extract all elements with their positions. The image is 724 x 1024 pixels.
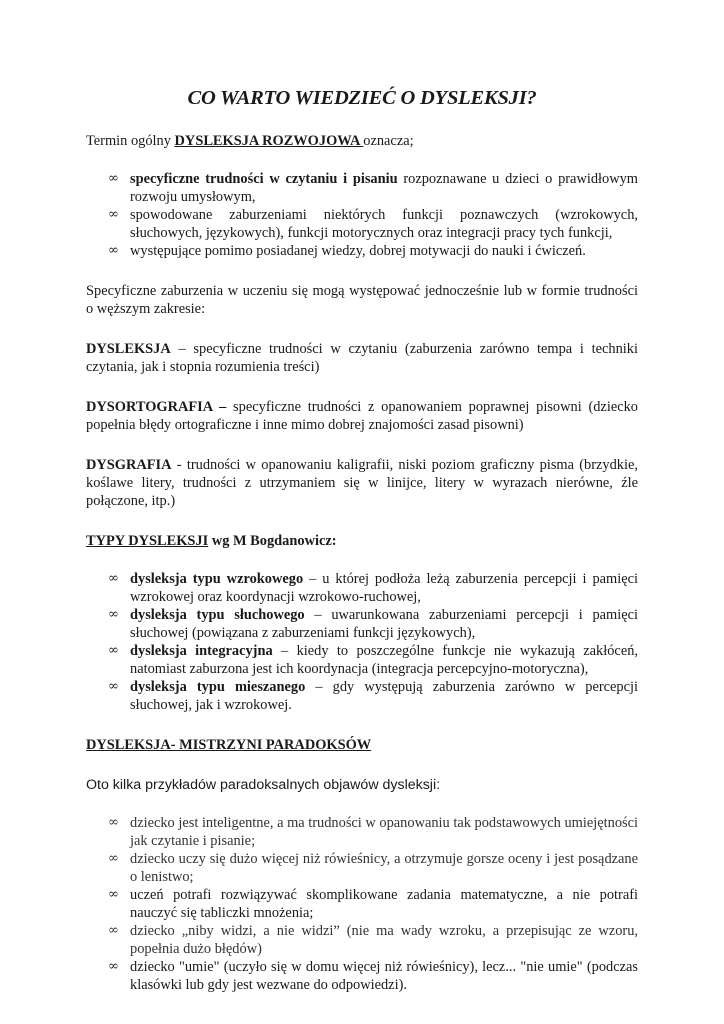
- intro-list: [86, 170, 638, 260]
- infinity-bullet-icon: ∞: [108, 887, 119, 902]
- list-item: ∞ dziecko jest inteligentne, a ma trudności w opanowaniu tak podstawowych umiejętności jak czytanie i pisanie;: [108, 815, 638, 849]
- paradoxes-list: [86, 814, 638, 994]
- intro-sentence: [86, 132, 638, 150]
- list-item: ∞ dysleksja typu słuchowego – uwarunkowana zaburzeniami percepcji i pamięci słuchowej (powiązana z zaburzeniami funkcji językowych),: [108, 607, 638, 641]
- intro-post: oznacza;: [363, 133, 414, 149]
- infinity-bullet-icon: ∞: [108, 607, 119, 622]
- intro-term: DYSLEKSJA ROZWOJOWA: [174, 133, 364, 149]
- definition-dysortografia: DYSORTOGRAFIA – specyficzne trudności z opanowaniem poprawnej pisowni (dziecko popełnia błędy ortograficzne i inne mimo dobrej znajomości zasad pisowni): [86, 399, 638, 433]
- infinity-bullet-icon: ∞: [108, 923, 119, 938]
- list-item: ∞ dysleksja typu mieszanego – gdy występują zaburzenia zarówno w percepcji słuchowej, jak i wzrokowej.: [108, 679, 638, 713]
- paradoxes-heading: DYSLEKSJA- MISTRZYNI PARADOKSÓW: [86, 737, 372, 753]
- list-item: ∞ dziecko „niby widzi, a nie widzi” (nie ma wady wzroku, a przepisując ze wzoru, popełnia dużo błędów): [108, 923, 638, 957]
- list-item: ∞ specyficzne trudności w czytaniu i pisaniu rozpoznawane u dzieci o prawidłowym rozwoju umysłowym,: [108, 171, 638, 205]
- infinity-bullet-icon: ∞: [108, 571, 119, 586]
- infinity-bullet-icon: ∞: [108, 643, 119, 658]
- definition-dysgrafia: DYSGRAFIA - trudności w opanowaniu kaligrafii, niski poziom graficzny pisma (brzydkie, koślawe litery, trudności z utrzymaniem się w linijce, litery w wyrazach nierówne, źle połączone, itp.): [86, 457, 638, 509]
- infinity-bullet-icon: ∞: [108, 171, 119, 186]
- list-item: ∞ dziecko "umie" (uczyło się w domu więcej niż rówieśnicy), lecz... "nie umie" (podczas klasówki lub gdy jest wezwane do odpowiedzi).: [108, 959, 638, 993]
- infinity-bullet-icon: ∞: [108, 243, 119, 258]
- list-item: ∞ dziecko uczy się dużo więcej niż rówieśnicy, a otrzymuje gorsze oceny i jest posądzane o lenistwo;: [108, 851, 638, 885]
- infinity-bullet-icon: ∞: [108, 679, 119, 694]
- infinity-bullet-icon: ∞: [108, 207, 119, 222]
- list-item: ∞ występujące pomimo posiadanej wiedzy, dobrej motywacji do nauki i ćwiczeń.: [108, 243, 586, 259]
- intro-pre: Termin ogólny: [86, 133, 175, 149]
- infinity-bullet-icon: ∞: [108, 815, 119, 830]
- paradoxes-intro: Oto kilka przykładów paradoksalnych objawów dysleksji:: [86, 777, 441, 793]
- list-item: ∞ dysleksja typu wzrokowego – u której podłoża leżą zaburzenia percepcji i pamięci wzrokowej oraz koordynacji wzrokowo-ruchowej,: [108, 571, 639, 605]
- document-page: [86, 86, 638, 994]
- infinity-bullet-icon: ∞: [108, 851, 119, 866]
- specific-disorders-paragraph: Specyficzne zaburzenia w uczeniu się mogą występować jednocześnie lub w formie trudności o węższym zakresie:: [86, 283, 638, 317]
- types-list: [86, 570, 638, 714]
- list-item: ∞ uczeń potrafi rozwiązywać skomplikowane zadania matematyczne, a nie potrafi nauczyć się tabliczki mnożenia;: [108, 887, 638, 921]
- list-item: ∞ dysleksja integracyjna – kiedy to poszczególne funkcje nie wykazują zakłóceń, natomiast zaburzona jest ich koordynacja (integracja percepcyjno-motoryczna),: [108, 643, 638, 677]
- definition-dysleksja: DYSLEKSJA – specyficzne trudności w czytaniu (zaburzenia zarówno tempa i techniki czytania, jak i stopnia rozumienia treści): [86, 341, 638, 375]
- list-item: ∞ spowodowane zaburzeniami niektórych funkcji poznawczych (wzrokowych, słuchowych, językowych), funkcji motorycznych oraz integracji pracy tych funkcji,: [108, 207, 638, 241]
- page-title: CO WARTO WIEDZIEĆ O DYSLEKSJI?: [187, 87, 537, 109]
- infinity-bullet-icon: ∞: [108, 959, 119, 974]
- types-heading: TYPY DYSLEKSJI wg M Bogdanowicz:: [86, 533, 337, 549]
